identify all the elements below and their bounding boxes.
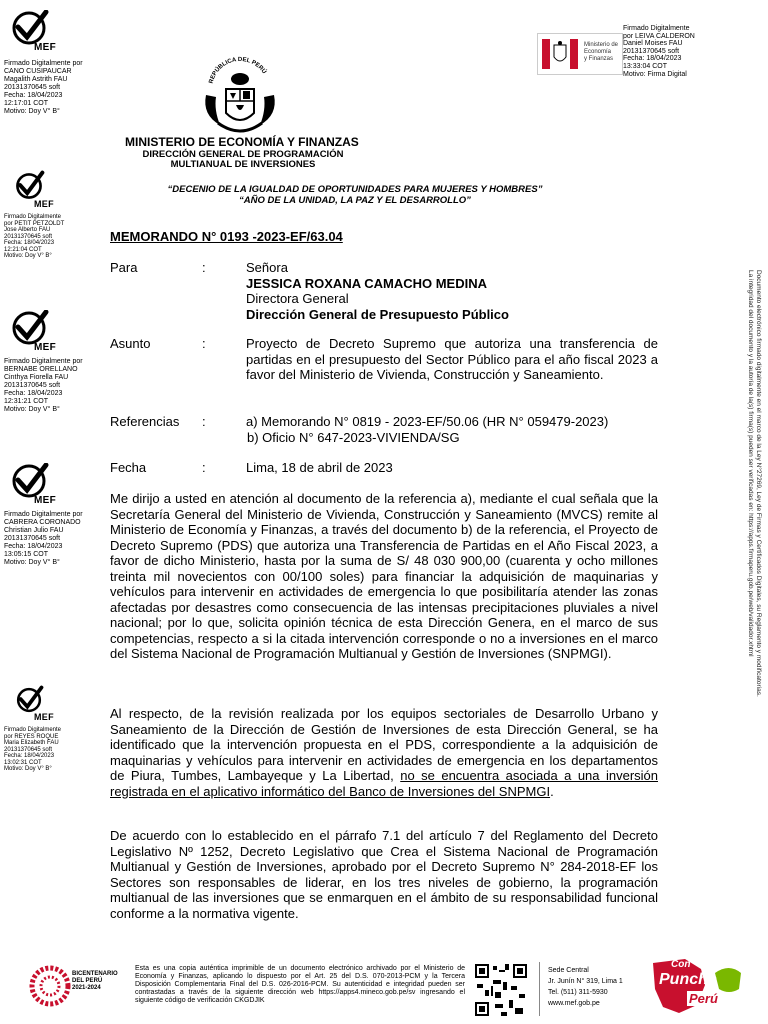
paragraph-2-end: .	[550, 783, 554, 799]
fecha-value: Lima, 18 de abril de 2023	[246, 460, 393, 475]
seal-caption: REPÚBLICA DEL PERÚ	[208, 56, 267, 85]
mef-check-logo-icon	[4, 685, 54, 715]
coat-of-arms	[200, 55, 280, 135]
asunto-label: Asunto	[110, 336, 151, 351]
asunto-colon: :	[202, 336, 206, 351]
signature-block-2	[4, 170, 112, 260]
body-paragraph-3: De acuerdo con lo establecido en el párrafo 7.1 del artículo 7 del Reglamento del Decreto Legislativo Nº 1252, Decreto Legislativo que Crea el Sistema Nacional de Programación Multianual y Gestión de Inversiones, aprobado por el Decreto Supremo N° 284-2018-EF los Sectores son responsables de liderar, en los tres niveles de gobierno, la programación multianual de las inversiones que se enmarquen en el ámbito de su responsabilidad funcional conforme a la normativa vigente.	[110, 828, 658, 921]
referencias-colon: :	[202, 414, 206, 429]
para-salutation: Señora	[246, 260, 288, 275]
mef-label: MEF	[34, 712, 54, 722]
seal-ministry-text: Ministerio de Economía y Finanzas	[584, 42, 619, 62]
fecha-colon: :	[202, 460, 206, 475]
para-label: Para	[110, 260, 138, 275]
vertical-note-line-1: Documento electrónico firmado digitalmente en el marco de la Ley N°27269, Ley de Firmas y Certificados Digitales, su Reglamento y modificatorias.	[755, 270, 762, 697]
para-colon: :	[202, 260, 206, 275]
signature-block-3	[4, 310, 112, 414]
footer-divider	[539, 962, 540, 1016]
coat-of-arms-icon	[200, 55, 280, 137]
top-right-seal	[537, 33, 623, 75]
con-text: Con	[671, 959, 691, 970]
bicentenario-emblem-icon	[28, 964, 72, 1008]
paragraph-2-text: Al respecto, de la revisión realizada por los equipos sectoriales de Desarrollo Urbano y Saneamiento de la Dirección de Gestión de Inversiones de esta Dirección General, se ha identificado que la intervención propuesta en el PDS, correspondiente a la adquisición de maquinarias y vehículos para intervenir en actividades de emergencia en los departamentos de Piura, Tumbes, Lambayeque y La Libertad,	[110, 706, 658, 783]
mef-label: MEF	[34, 199, 54, 209]
memo-title: MEMORANDO N° 0193 -2023-EF/63.04	[110, 229, 343, 244]
referencias-label: Referencias	[110, 414, 180, 429]
bicentenario-line-1: BICENTENARIO	[72, 971, 118, 977]
mef-check-logo-icon	[4, 463, 54, 499]
top-right-signature: Firmado Digitalmente por LEIVA CALDERON Daniel Moises FAU 20131370645 soft Fecha: 18/04/2023 13:33:04 COT Motivo: Firma Digital	[623, 25, 695, 78]
signature-text: Firmado Digitalmente por BERNABE ORELLANO Cinthya Fiorella FAU 20131370645 soft Fecha: 18/04/2023 12:31:21 COT Motivo: Doy V° B°	[4, 358, 83, 413]
bicentenario-line-2: DEL PERÚ	[72, 978, 103, 984]
asunto-text: Proyecto de Decreto Supremo que autoriza una transferencia de partidas en el presupuesto del Sector Público para el año fiscal 2023 a favor del Ministerio de Vivienda, Construcción y Saneamiento.	[246, 336, 658, 382]
punche-text: Punche	[659, 971, 717, 988]
signature-block-1	[4, 10, 112, 116]
directorate-title: DIRECCIÓN GENERAL DE PROGRAMACIÓN MULTIANUAL DE INVERSIONES	[142, 149, 344, 170]
signature-text: Firmado Digitalmente por CABRERA CORONADO Christian Julio FAU 20131370645 soft Fecha: 18/04/2023 13:05:15 COT Motivo: Doy V° B°	[4, 511, 83, 566]
con-punche-peru-logo	[645, 955, 755, 1017]
bicentenario-line-3: 2021-2024	[72, 985, 101, 991]
footer-authenticity-text: Esta es una copia auténtica imprimible de un documento electrónico archivado por el Ministerio de Economía y Finanzas, aplicando lo dispuesto por el Art. 25 del D.S. 070-2013-PCM y la Tercera Disposición Complementaria Final del D.S. 026-2016-PCM. Su autenticidad e integridad pueden ser contrastadas a través de la siguiente dirección web https://apps4.mineco.gob.pe/sv ingresando el siguiente código de verificación CKGDJIK	[135, 965, 465, 1004]
signature-text: Firmado Digitalmente por CANO CUSIPAUCAR Magalith Astrith FAU 20131370645 soft Fecha: 18/04/2023 12:17:01 COT Motivo: Doy V° B°	[4, 60, 83, 115]
mef-check-logo-icon	[4, 170, 54, 202]
vertical-note-line-2: La integridad del documento y la autoría de la(s) firma(s) pueden ser verificadas en: https://apps.firmaperu.gob.pe/web/validador.xhtml	[747, 270, 754, 657]
mef-label: MEF	[34, 342, 57, 353]
body-paragraph-2	[110, 706, 658, 799]
body-paragraph-1: Me dirijo a usted en atención al documento de la referencia a), mediante el cual señala que la Secretaría General del Ministerio de Vivienda, Construcción y Saneamiento (MVCS) remite al Ministerio de Economía y Finanzas, a través del documento b) de la referencia, el Proyecto de Decreto Supremo (PDS) que autoriza una Transferencia de Partidas en el Año Fiscal 2023, a favor de dicho Ministerio, hasta por la suma de S/ 48 030 900,00 (cuarenta y ocho millones treinta mil novecientos con 00/100 soles) para financiar la adquisición de maquinarias y vehículos para intervenir en actividades de emergencia lo que posibilitaría atender las zonas afectadas por desastres como consecuencia de las intensas precipitaciones pluviales a nivel nacional; por lo que, solicita opinión técnica de esta Dirección Genera, en el marco de sus competencias, respecto a si la citada intervención corresponde o no a inversiones en el marco del Sistema Nacional de Programación Multianual y Gestión de Inversiones (SNPMGI).	[110, 491, 658, 661]
referencias-list	[246, 414, 608, 445]
peru-text: Perú	[689, 991, 718, 1006]
decenio-line-1: “DECENIO DE LA IGUALDAD DE OPORTUNIDADES PARA MUJERES Y HOMBRES”	[167, 184, 543, 195]
mef-check-logo-icon	[4, 310, 54, 346]
paragraph-2-underlined: no se encuentra asociada a una inversión registrada en el aplicativo informático del Banco de Inversiones del SNPMGI	[110, 768, 658, 799]
mef-check-logo-icon	[4, 10, 54, 46]
decenio-lines	[155, 184, 555, 206]
bicentenario-text	[72, 971, 118, 992]
decenio-line-2: “AÑO DE LA UNIDAD, LA PAZ Y EL DESARROLLO”	[239, 195, 471, 206]
recipient-name: JESSICA ROXANA CAMACHO MEDINA	[246, 275, 487, 291]
reference-a: a) Memorando N° 0819 - 2023-EF/50.06 (HR N° 059479-2023)	[246, 414, 609, 429]
recipient-office: Dirección General de Presupuesto Público	[246, 306, 509, 322]
peru-seal-icon	[540, 35, 580, 73]
mef-label: MEF	[34, 42, 57, 53]
signature-text: Firmado Digitalmente por REYES ROQUE Maria Elizabeth FAU 20131370645 soft Fecha: 18/04/2023 13:02:31 COT Motivo: Doy V° B°	[4, 727, 62, 772]
vertical-note	[747, 270, 764, 740]
bicentenario-logo	[28, 962, 128, 1010]
signature-block-4	[4, 463, 112, 567]
recipient-title: Directora General	[246, 291, 349, 306]
sede-central-info: Sede Central Jr. Junín N° 319, Lima 1 Tel. (511) 311-5930 www.mef.gob.pe	[548, 967, 623, 1007]
reference-b: b) Oficio N° 647-2023-VIVIENDA/SG	[247, 429, 460, 445]
mef-label: MEF	[34, 495, 57, 506]
qr-code-icon	[473, 962, 529, 1018]
signature-text: Firmado Digitalmente por PETIT PETZOLDT Jose Alberto FAU 20131370645 soft Fecha: 18/04/2023 12:21:04 COT Motivo: Doy V° B°	[4, 214, 65, 259]
signature-block-5	[4, 685, 112, 773]
qr-code[interactable]	[473, 962, 529, 1018]
para-value	[246, 260, 509, 322]
fecha-label: Fecha	[110, 460, 147, 475]
ministry-title: MINISTERIO DE ECONOMÍA Y FINANZAS	[125, 135, 359, 149]
